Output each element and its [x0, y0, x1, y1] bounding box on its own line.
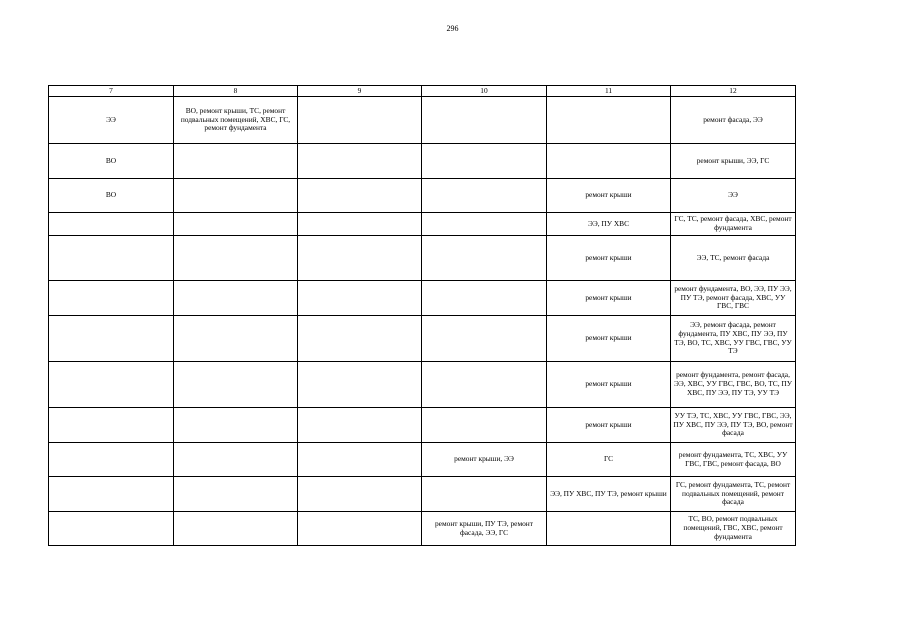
table-cell — [49, 316, 174, 362]
table-row — [49, 316, 796, 362]
table-cell — [298, 316, 422, 362]
table-cell — [422, 477, 547, 512]
column-header: 11 — [547, 86, 671, 97]
table-row — [49, 213, 796, 236]
table-cell: ремонт крыши — [547, 316, 671, 362]
table-cell — [174, 477, 298, 512]
table-cell — [422, 316, 547, 362]
table-cell — [422, 179, 547, 213]
table-row — [49, 477, 796, 512]
table-cell — [49, 213, 174, 236]
table-cell: ЭЭ — [49, 97, 174, 144]
table-cell: ГС, ТС, ремонт фасада, ХВС, ремонт фундамента — [671, 213, 796, 236]
header-row — [49, 86, 796, 97]
table-cell: ЭЭ, ПУ ХВС — [547, 213, 671, 236]
column-header: 8 — [174, 86, 298, 97]
column-header: 10 — [422, 86, 547, 97]
table-row — [49, 281, 796, 316]
table-cell — [174, 512, 298, 546]
table-cell — [298, 281, 422, 316]
table-cell — [49, 408, 174, 443]
table-cell — [174, 144, 298, 179]
table-cell — [422, 144, 547, 179]
table-cell — [298, 443, 422, 477]
table-row — [49, 362, 796, 408]
table-cell — [422, 408, 547, 443]
table-cell — [422, 213, 547, 236]
table-cell — [298, 179, 422, 213]
table-cell: ремонт крыши, ЭЭ — [422, 443, 547, 477]
table-cell: ЭЭ — [671, 179, 796, 213]
table-cell — [298, 144, 422, 179]
table-cell: ремонт крыши — [547, 362, 671, 408]
table-cell — [298, 236, 422, 281]
column-header: 7 — [49, 86, 174, 97]
table-row — [49, 144, 796, 179]
table-row — [49, 97, 796, 144]
table-cell: ЭЭ, ремонт фасада, ремонт фундамента, ПУ ХВС, ПУ ЭЭ, ПУ ТЭ, ВО, ТС, ХВС, УУ ГВС, ГВС, УУ ТЭ — [671, 316, 796, 362]
table-row — [49, 408, 796, 443]
table-cell: ремонт крыши — [547, 408, 671, 443]
table-cell — [174, 316, 298, 362]
table-cell: ремонт фасада, ЭЭ — [671, 97, 796, 144]
table-cell: ВО — [49, 144, 174, 179]
table-cell — [49, 477, 174, 512]
table-cell: ремонт крыши, ПУ ТЭ, ремонт фасада, ЭЭ, ГС — [422, 512, 547, 546]
table-cell — [422, 97, 547, 144]
table-cell — [298, 213, 422, 236]
table-cell: ремонт крыши — [547, 281, 671, 316]
table-row — [49, 443, 796, 477]
table-cell — [49, 443, 174, 477]
table-cell — [174, 236, 298, 281]
table-row — [49, 236, 796, 281]
table-cell — [422, 236, 547, 281]
table-cell — [174, 213, 298, 236]
column-header: 9 — [298, 86, 422, 97]
table-cell — [547, 512, 671, 546]
table-cell: ВО — [49, 179, 174, 213]
table-cell — [174, 408, 298, 443]
table-cell — [422, 362, 547, 408]
table-cell — [49, 362, 174, 408]
table-cell: ремонт крыши — [547, 236, 671, 281]
data-table — [48, 85, 796, 546]
table-cell — [174, 443, 298, 477]
table-cell — [174, 179, 298, 213]
table-cell: ремонт фундамента, ТС, ХВС, УУ ГВС, ГВС, ремонт фасада, ВО — [671, 443, 796, 477]
table-cell: ремонт фундамента, ремонт фасада, ЭЭ, ХВС, УУ ГВС, ГВС, ВО, ТС, ПУ ХВС, ПУ ЭЭ, ПУ ТЭ, УУ ТЭ — [671, 362, 796, 408]
table-cell — [49, 512, 174, 546]
table-cell: ремонт крыши, ЭЭ, ГС — [671, 144, 796, 179]
table-cell — [49, 236, 174, 281]
table-cell — [298, 477, 422, 512]
table-cell — [298, 362, 422, 408]
table-cell — [298, 408, 422, 443]
table-cell — [298, 97, 422, 144]
table-cell — [174, 362, 298, 408]
page-number: 296 — [446, 24, 459, 33]
table-cell: ТС, ВО, ремонт подвальных помещений, ГВС, ХВС, ремонт фундамента — [671, 512, 796, 546]
table-cell: ГС — [547, 443, 671, 477]
table-cell — [547, 144, 671, 179]
table-row — [49, 512, 796, 546]
table-cell — [298, 512, 422, 546]
table-cell: ГС, ремонт фундамента, ТС, ремонт подвальных помещений, ремонт фасада — [671, 477, 796, 512]
table-cell: ЭЭ, ПУ ХВС, ПУ ТЭ, ремонт крыши — [547, 477, 671, 512]
column-header: 12 — [671, 86, 796, 97]
table-cell: УУ ТЭ, ТС, ХВС, УУ ГВС, ГВС, ЭЭ, ПУ ХВС, ПУ ЭЭ, ПУ ТЭ, ВО, ремонт фасада — [671, 408, 796, 443]
table-cell — [547, 97, 671, 144]
table-cell — [49, 281, 174, 316]
table-cell — [422, 281, 547, 316]
table-cell — [174, 281, 298, 316]
table-cell: ремонт крыши — [547, 179, 671, 213]
table-cell: ЭЭ, ТС, ремонт фасада — [671, 236, 796, 281]
table-cell: ВО, ремонт крыши, ТС, ремонт подвальных помещений, ХВС, ГС, ремонт фундамента — [174, 97, 298, 144]
table-row — [49, 179, 796, 213]
table-cell: ремонт фундамента, ВО, ЭЭ, ПУ ЭЭ, ПУ ТЭ, ремонт фасада, ХВС, УУ ГВС, ГВС — [671, 281, 796, 316]
